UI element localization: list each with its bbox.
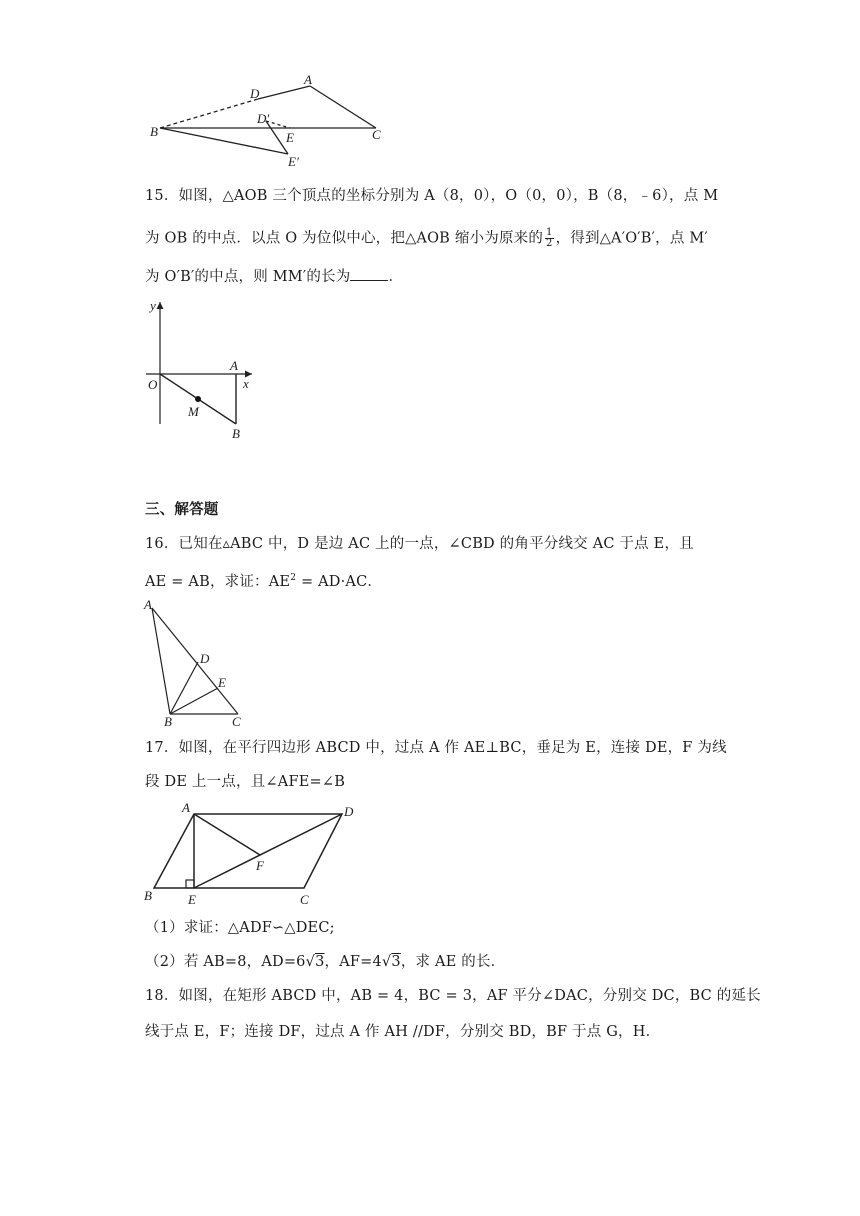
label-E-prime: E′ — [288, 154, 299, 169]
label-B: B — [150, 124, 158, 139]
label-A: A — [144, 597, 152, 612]
label-E: E — [286, 130, 294, 145]
label-C: C — [300, 892, 309, 907]
q18-line2: 线于点 E，F；连接 DF，过点 A 作 AH //DF，分别交 BD，BF 于点 G，H． — [145, 1024, 661, 1040]
q17-line2: 段 DE 上一点，且∠AFE=∠B — [145, 774, 346, 790]
label-A: A — [230, 358, 238, 373]
label-C: C — [232, 714, 241, 728]
label-O: O — [148, 377, 158, 392]
label-B: B — [144, 888, 152, 903]
label-F: F — [256, 858, 264, 873]
q14-figure — [140, 66, 400, 176]
label-E: E — [218, 675, 226, 690]
q15-line1: 15．如图，△AOB 三个顶点的坐标分别为 A（8，0），O（0，0），B（8，﹣6），点 M — [145, 188, 719, 204]
q16-line2: AE = AB，求证：$AE^2 = AD\cdot AC$． — [145, 573, 383, 590]
sqrt-symbol: √ — [305, 954, 316, 970]
axis-x-label: x — [243, 376, 249, 391]
answer-blank[interactable] — [350, 266, 388, 281]
sqrt-symbol: √ — [381, 954, 392, 970]
q17-line1: 17．如图，在平行四边形 ABCD 中，过点 A 作 AE⊥BC，垂足为 E，连接 DE，F 为线 — [145, 740, 727, 756]
q15-figure — [140, 294, 270, 444]
axis-y-label: y — [150, 298, 156, 313]
label-D: D — [344, 804, 354, 819]
q15-line2: 为 OB 的中点．以点 O 为位似中心，把△AOB 缩小为原来的 $\frac{1}{2}$ ，得到△A′O′B′，点 M′ — [145, 227, 708, 249]
q17-figure — [140, 798, 370, 910]
label-B: B — [232, 426, 240, 441]
label-A: A — [182, 800, 190, 815]
q18-line1: 18．如图，在矩形 ABCD 中，AB = 4，BC = 3，AF 平分∠DAC，分别交 DC，BC 的延长 — [145, 988, 761, 1004]
label-E: E — [188, 892, 196, 907]
q17-part1: （1）求证：△ADF∽△DEC; — [145, 920, 335, 936]
label-D: D — [200, 651, 210, 666]
q15-line3: 为 O′B′的中点，则 MM′的长为 ． — [145, 266, 403, 287]
label-D-prime: D′ — [257, 111, 270, 126]
q16-line1: 16．已知在▵ABC 中，D 是边 AC 上的一点，∠CBD 的角平分线交 AC 于点 E，且 — [145, 536, 694, 552]
label-A: A — [304, 72, 312, 87]
fraction-one-half: $\frac{1}{2}$ — [546, 227, 553, 249]
q16-figure — [140, 596, 260, 728]
section-title: 三、解答题 — [145, 501, 219, 518]
label-C: C — [372, 127, 381, 142]
label-D: D — [250, 86, 260, 101]
q17-part2: （2）若 AB=8，AD=6√3，AF=4√3，求 AE 的长． — [145, 954, 506, 970]
label-M: M — [188, 404, 199, 419]
label-B: B — [164, 714, 172, 728]
